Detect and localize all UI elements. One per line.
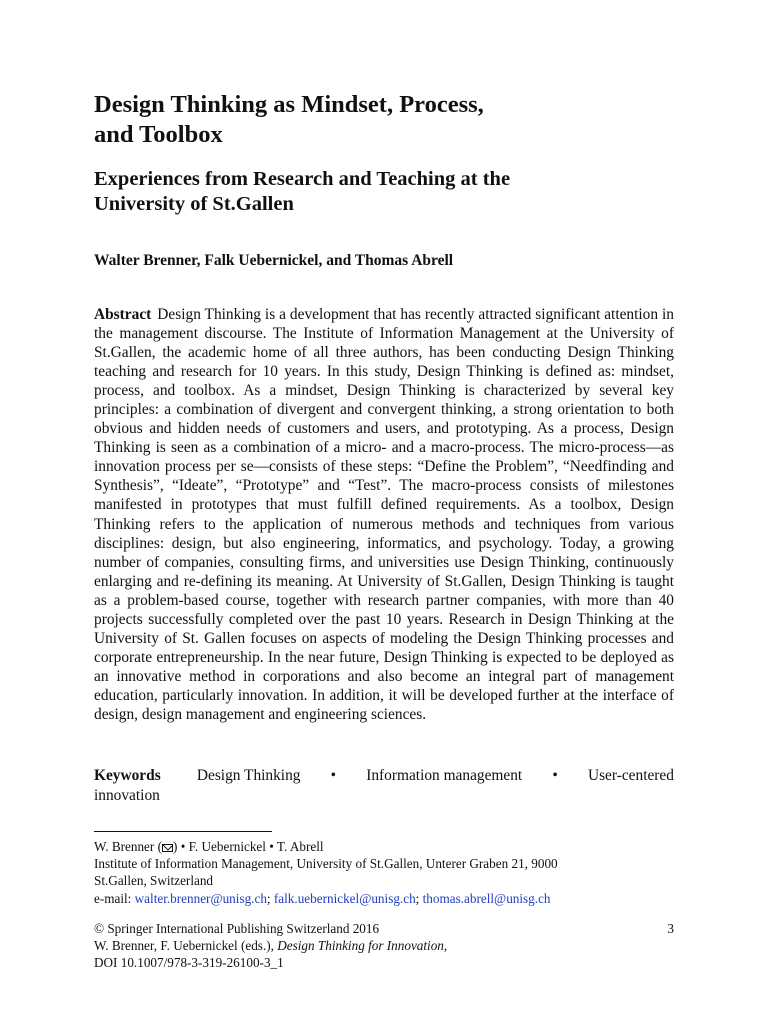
email-link-uebernickel[interactable]: falk.uebernickel@unisg.ch: [273, 890, 416, 906]
book-title-suffix: ,: [443, 938, 448, 954]
corresponding-author: W. Brenner: [94, 839, 155, 854]
keyword-separator: •: [330, 767, 337, 784]
chapter-subtitle-line-1: Experiences from Research and Teaching at the: [94, 168, 511, 190]
institute-line-2: St.Gallen, Switzerland: [94, 873, 214, 889]
email-link-abrell[interactable]: thomas.abrell@unisg.ch: [422, 890, 551, 906]
affiliation-authors-line: W. Brenner ( ) • F. Uebernickel • T. Abrell: [94, 839, 324, 854]
keywords-block: [94, 766, 674, 805]
page-number: 3: [667, 921, 674, 936]
keywords-line: [94, 766, 674, 786]
keyword-item: Information management: [366, 767, 523, 784]
co-authors: • F. Uebernickel • T. Abrell: [180, 839, 324, 854]
email-separator: ;: [266, 890, 274, 906]
chapter-subtitle: [94, 167, 674, 217]
publication-footer: [94, 920, 674, 972]
book-title: Design Thinking for Innovation: [277, 938, 444, 954]
copyright-row: [94, 920, 674, 937]
paper-page: [94, 0, 674, 1024]
abstract-label: Abstract: [94, 306, 152, 323]
chapter-title-line-1: Design Thinking as Mindset, Process,: [94, 91, 484, 118]
copyright-notice: © Springer International Publishing Switzerland 2016: [94, 921, 380, 936]
doi-line: DOI 10.1007/978-3-319-26100-3_1: [94, 955, 284, 971]
email-separator: ;: [415, 890, 423, 906]
keyword-item-continuation: innovation: [94, 786, 160, 804]
keyword-separator: •: [552, 767, 558, 784]
abstract-text: Design Thinking is a development that has recently attracted significant attention in the management discourse. The Institute of Information Management at the University of St.Gallen, the academic home of all three authors, has been conducting Design Thinking teaching and research for 10 years. In this study, Design Thinking is defined as: mindset, process, and toolbox. As a mindset, Design Thinking is characterized by several key principles: a combination of divergent and convergent thinking, a strong orientation to both obvious and hidden needs of customers and users, and prototyping. As a process, Design Thinking is seen as a combination of a micro- and a macro-process. The micro-process—as innovation process per se—consists of these steps: “Define the Problem”, “Needfinding and Synthesis”, “Ideate”, “Prototype” and “Test”. The macro-process consists of milestones manifested in prototypes that must fulfill defined requirements. As a toolbox, Design Thinking refers to the application of numerous methods and techniques from various disciplines: design, but also engineering, informatics, and psychology. Today, a growing number of companies, consulting firms, and universities use Design Thinking, continuously enlarging and re-defining its meaning. At University of St.Gallen, Design Thinking is taught as a problem-based course, together with research partner companies, with more than 40 projects successfully completed over the past 10 years. Research in Design Thinking at the University of St. Gallen focuses on aspects of modeling the Design Thinking processes and corporate entrepreneurship. In the near future, Design Thinking is expected to be deployed as an innovative method in corporations and also become an integral part of management education, particularly innovation. In addition, it will be developed further at the interface of design, design management and engineering sciences.: [94, 306, 674, 723]
affiliation-footnote: [94, 838, 674, 907]
chapter-title: [94, 90, 674, 150]
keywords-label: Keywords: [94, 767, 161, 784]
institute-line-1: Institute of Information Management, University of St.Gallen, Unterer Graben 21, 9000: [94, 856, 558, 872]
keyword-item: User-centered: [587, 767, 674, 784]
keyword-item: Design Thinking: [196, 767, 301, 784]
citation-editors: W. Brenner, F. Uebernickel (eds.),: [94, 938, 278, 954]
footnote-divider: [94, 831, 272, 832]
email-line: [94, 890, 674, 907]
chapter-title-line-2: and Toolbox: [94, 121, 223, 148]
abstract-paragraph: [94, 305, 674, 724]
chapter-subtitle-line-2: University of St.Gallen: [94, 193, 294, 215]
envelope-icon: [162, 844, 173, 852]
email-label: e-mail:: [94, 890, 135, 906]
email-link-brenner[interactable]: walter.brenner@unisg.ch: [134, 890, 267, 906]
citation-line: [94, 937, 674, 954]
author-list: Walter Brenner, Falk Uebernickel, and Thomas Abrell: [94, 252, 454, 269]
